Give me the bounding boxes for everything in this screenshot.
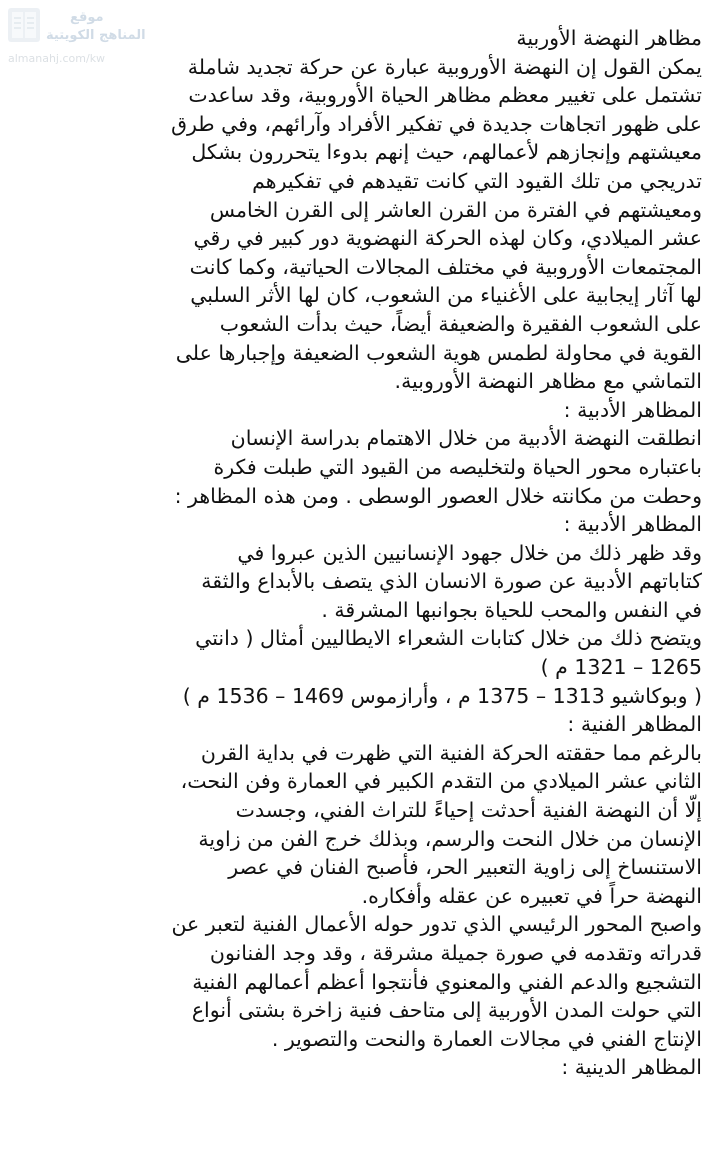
text-line: انطلقت النهضة الأدبية من خلال الاهتمام بدراسة الإنسان [230, 426, 702, 451]
text-line: يمكن القول إن النهضة الأوروبية عبارة عن حركة تجديد شاملة [187, 54, 702, 79]
text-line: المجتمعات الأوروبية في مختلف المجالات الحياتية، وكما كانت [189, 254, 702, 279]
text-line: 1265 – 1321 م ) [540, 655, 702, 680]
text-line: قدراته وتقدمه في صورة جميلة مشرقة ، وقد وجد الفنانون [209, 941, 702, 965]
text-line: الاستنساخ إلى زاوية التعبير الحر، فأصبح الفنان في عصر [228, 855, 702, 880]
text-line: التشجيع والدعم الفني والمعنوي فأنتجوا أعظم أعمالهم الفنية [192, 969, 702, 994]
text-line: لها آثار إيجابية على الأغنياء من الشعوب، كان لها الأثر السلبي [190, 283, 702, 308]
text-line: ( وبوكاشيو 1313 – 1375 م ، وأرازموس 1469 – 1536 م ) [182, 683, 702, 708]
text-line: ويتضح ذلك من خلال كتابات الشعراء الايطاليين أمثال ( دانتي [195, 626, 702, 651]
text-line: كتاباتهم الأدبية عن صورة الانسان الذي يتصف بالأبداع والثقة [201, 569, 702, 594]
text-line: الإنتاج الفني في مجالات العمارة والنحت والتصوير . [271, 1026, 702, 1051]
watermark-title-line1: موقع [70, 10, 104, 25]
text-line: القوية في محاولة لطمس هوية الشعوب الضعيفة وإجبارها على [175, 340, 702, 365]
text-line: معيشتهم وإنجازهم لأعمالهم، حيث إنهم بدوءا يتحررون بشكل [191, 140, 702, 165]
text-line: إلّا أن النهضة الفنية أحدثت إحياءً للتراث الفني، وجسدت [235, 798, 702, 823]
watermark-title-line2: المناهج الكويتية [46, 28, 146, 43]
text-line: واصبح المحور الرئيسي الذي تدور حوله الأعمال الفنية لتعبر عن [171, 912, 702, 937]
text-line: مظاهر النهضة الأوربية [516, 26, 702, 50]
text-line: ومعيشتهم في الفترة من القرن العاشر إلى القرن الخامس [209, 197, 702, 222]
text-line: وحطت من مكانته خلال العصور الوسطى . ومن هذه المظاهر : [174, 483, 702, 508]
document-body [10, 24, 702, 1082]
text-line: التي حولت المدن الأوربية إلى متاحف فنية زاخرة بشتى أنواع [191, 998, 702, 1023]
text-line: عشر الميلادي، وكان لهذه الحركة النهضوية دور كبير في رقي [193, 226, 702, 251]
text-line: في النفس والمحب للحياة بجوانبها المشرقة . [321, 597, 702, 622]
text-line: المظاهر الأدبية : [563, 397, 702, 422]
text-line: المظاهر الدينية : [561, 1055, 702, 1080]
text-line: النهضة حراً في تعبيره عن عقله وأفكاره. [361, 883, 702, 908]
text-line: بالرغم مما حققته الحركة الفنية التي ظهرت في بداية القرن [200, 740, 702, 765]
text-line: باعتباره محور الحياة ولتخليصه من القيود التي طبلت فكرة [213, 454, 702, 479]
text-line: التماشي مع مظاهر النهضة الأوروبية. [394, 369, 702, 394]
text-line: المظاهر الأدبية : [563, 512, 702, 537]
text-line: المظاهر الفنية : [567, 712, 702, 737]
text-line: على ظهور اتجاهات جديدة في تفكير الأفراد وآرائهم، وفي طرق [171, 111, 702, 136]
text-line: تشتمل على تغيير معظم مظاهر الحياة الأوروبية، وقد ساعدت [188, 83, 702, 108]
text-line: الإنسان من خلال النحت والرسم، وبذلك خرج الفن من زاوية [198, 826, 702, 851]
text-line: تدريجي من تلك القيود التي كانت تقيدهم في تفكيرهم [252, 168, 702, 193]
text-line: وقد ظهر ذلك من خلال جهود الإنسانيين الذين عبروا في [237, 540, 702, 565]
watermark-url: almanahj.com/kw [8, 52, 106, 65]
text-line: على الشعوب الفقيرة والضعيفة أيضاً، حيث بدأت الشعوب [219, 311, 702, 336]
text-line: الثاني عشر الميلادي من التقدم الكبير في العمارة وفن النحت، [180, 769, 702, 794]
